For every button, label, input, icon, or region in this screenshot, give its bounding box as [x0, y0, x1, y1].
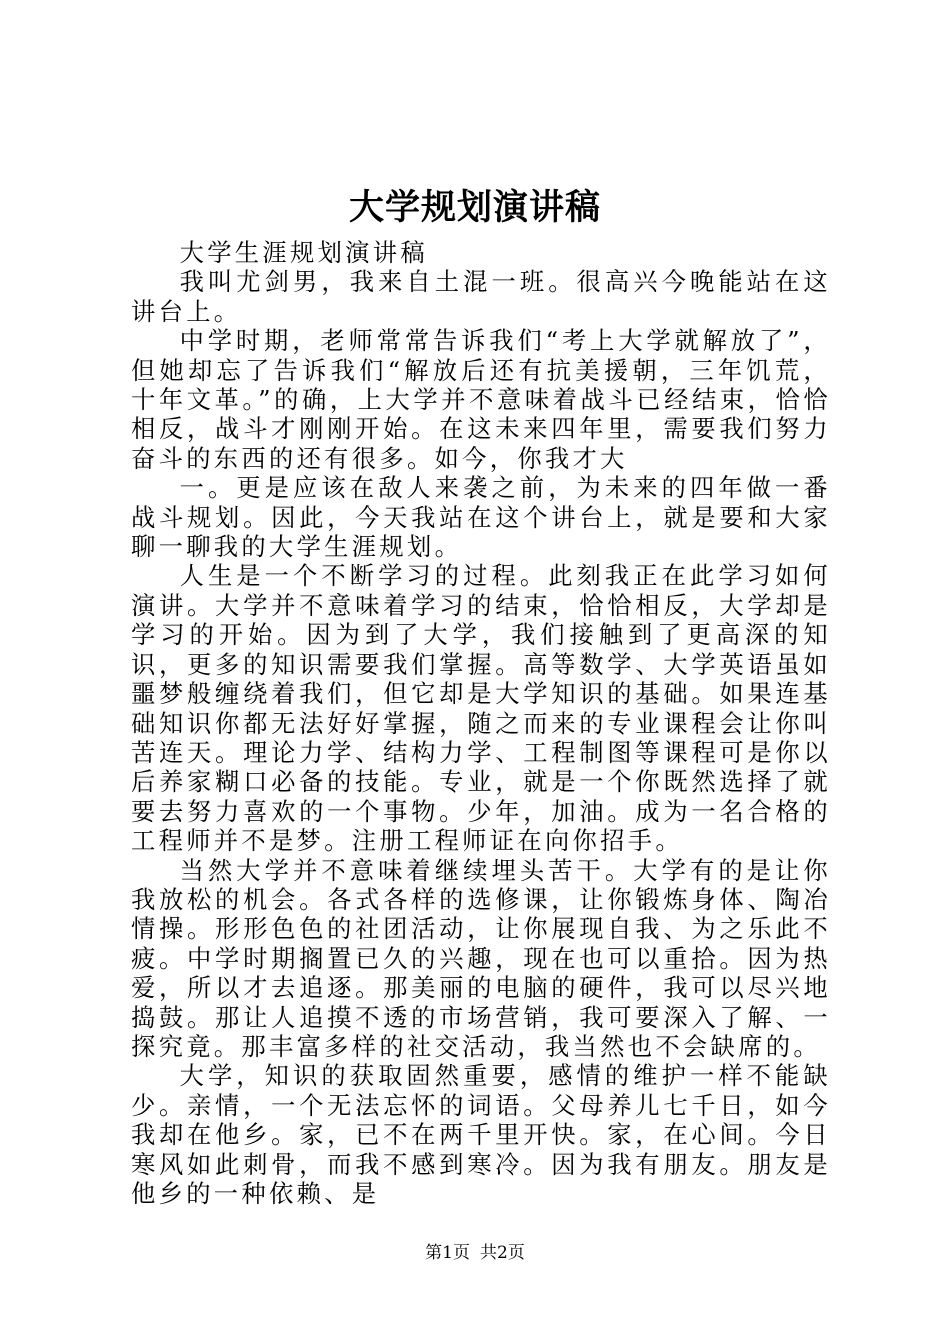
paragraph-middle-school: 中学时期，老师常常告诉我们“考上大学就解放了”，但她却忘了告诉我们“解放后还有抗美援朝，三年饥荒，十年文革。”的确，上大学并不意味着战斗已经结束，恰恰相反，战斗才刚刚开始。在这未来四年里，需要我们努力奋斗的东西的还有很多。如今，你我才大 — [131, 326, 831, 473]
page-footer — [0, 1242, 950, 1264]
page-total: 共2页 — [480, 1243, 525, 1263]
page-number: 第1页 — [425, 1243, 470, 1263]
paragraph-family-friends: 大学，知识的获取固然重要，感情的维护一样不能缺少。亲情，一个无法忘怀的词语。父母养儿七千日，如今我却在他乡。家，已不在两千里开快。家，在心间。今日寒风如此刺骨，而我不感到寒冷。因为我有朋友。朋友是他乡的一种依赖、是 — [131, 1061, 831, 1208]
document-title: 大学规划演讲稿 — [348, 187, 601, 228]
paragraph-leisure: 当然大学并不意味着继续埋头苦干。大学有的是让你我放松的机会。各式各样的选修课，让你锻炼身体、陶冶情操。形形色色的社团活动，让你展现自我、为之乐此不疲。中学时期搁置已久的兴趣，现在也可以重拾。因为热爱，所以才去追逐。那美丽的电脑的硬件，我可以尽兴地捣鼓。那让人追摸不透的市场营销，我可要深入了解、一探究竟。那丰富多样的社交活动，我当然也不会缺席的。 — [131, 855, 831, 1061]
document-body — [131, 238, 831, 1208]
paragraph-battle-plan: 一。更是应该在敌人来袭之前，为未来的四年做一番战斗规划。因此，今天我站在这个讲台上，就是要和大家聊一聊我的大学生涯规划。 — [131, 473, 831, 562]
paragraph-introduction: 我叫尤剑男，我来自土混一班。很高兴今晚能站在这讲台上。 — [131, 267, 831, 326]
paragraph-learning: 人生是一个不断学习的过程。此刻我正在此学习如何演讲。大学并不意味着学习的结束，恰恰相反，大学却是学习的开始。因为到了大学，我们接触到了更高深的知识，更多的知识需要我们掌握。高等数学、大学英语虽如噩梦般缠绕着我们，但它却是大学知识的基础。如果连基础知识你都无法好好掌握，随之而来的专业课程会让你叫苦连天。理论力学、结构力学、工程制图等课程可是你以后养家糊口必备的技能。专业，就是一个你既然选择了就要去努力喜欢的一个事物。少年，加油。成为一名合格的工程师并不是梦。注册工程师证在向你招手。 — [131, 561, 831, 856]
paragraph-subtitle: 大学生涯规划演讲稿 — [179, 238, 428, 267]
